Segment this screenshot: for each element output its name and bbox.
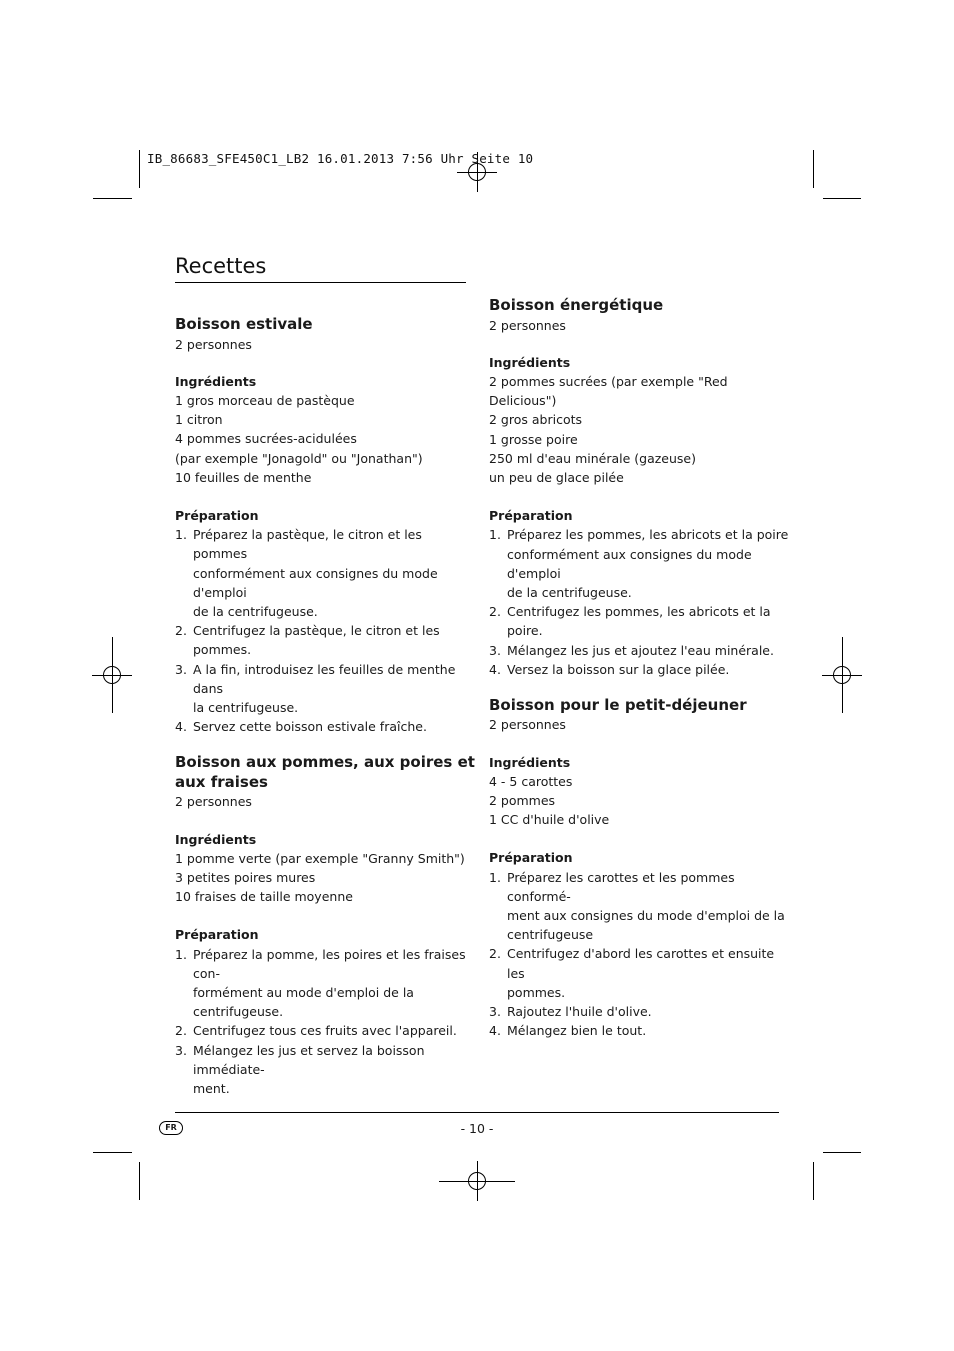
recipe-boisson-estivale (175, 315, 475, 736)
recipe-boisson-pommes-poires-fraises (175, 753, 475, 1098)
servings: 2 personnes (489, 717, 566, 733)
recipe-title: Boisson pour le petit-déjeuner (489, 695, 747, 714)
step-line: Centrifugez tous ces fruits avec l'appareil. (193, 1023, 457, 1039)
step-line: Servez cette boisson estivale fraîche. (193, 719, 427, 735)
right-column (489, 296, 789, 1041)
recipe-boisson-energetique (489, 296, 789, 679)
preparation-steps (175, 525, 475, 736)
ingredient-item: 1 grosse poire (489, 431, 578, 447)
step-item (489, 641, 789, 660)
step-line: ment. (193, 1081, 230, 1096)
print-slug: IB_86683_SFE450C1_LB2 16.01.2013 7:56 Uhr Seite 10 (147, 151, 534, 166)
step-line: A la fin, introduisez les feuilles de menthe dans (193, 661, 456, 696)
recipe-title: Boisson estivale (175, 315, 313, 333)
registration-mark-left (92, 655, 132, 695)
step-line: pommes. (507, 984, 566, 1000)
step-item (175, 717, 475, 736)
step-item (489, 602, 789, 640)
step-line: la centrifugeuse. (193, 699, 299, 715)
step-line: Mélangez les jus et servez la boisson immédiate- (193, 1042, 425, 1077)
step-line: Mélangez les jus et ajoutez l'eau minérale. (507, 642, 774, 658)
page-title: Recettes (175, 254, 267, 278)
step-line: Centrifugez la pastèque, le citron et les pommes. (193, 623, 440, 658)
title-rule (175, 282, 466, 283)
step-number: 1. (175, 527, 187, 543)
step-item (175, 1041, 475, 1099)
page-number: - 10 - (460, 1121, 494, 1136)
left-column (175, 315, 475, 1098)
recipe-title-line: aux fraises (175, 772, 268, 791)
step-line: de la centrifugeuse. (507, 584, 632, 600)
step-number: 2. (489, 604, 501, 620)
ingredient-item: 3 petites poires mures (175, 869, 316, 885)
recipe-title-line: Boisson aux pommes, aux poires et (175, 753, 475, 772)
step-number: 2. (489, 946, 501, 962)
crop-mark (139, 1162, 140, 1200)
crop-mark (93, 1152, 132, 1153)
step-number: 3. (489, 1004, 501, 1020)
ingredient-item: 4 pommes sucrées-acidulées (175, 431, 357, 447)
registration-mark-bottom (457, 1161, 497, 1201)
step-line: Rajoutez l'huile d'olive. (507, 1004, 652, 1020)
step-item (175, 660, 475, 718)
step-item (489, 868, 789, 945)
step-line: conformément aux consignes du mode d'emploi (507, 546, 752, 581)
step-line: Préparez la pastèque, le citron et les pommes (193, 527, 422, 562)
step-line: Préparez les pommes, les abricots et la poire (507, 527, 789, 543)
ingredient-item: 4 - 5 carottes (489, 773, 573, 789)
crop-mark (823, 1152, 861, 1153)
recipe-boisson-petit-dejeuner (489, 696, 789, 1041)
step-item (489, 944, 789, 1002)
step-number: 4. (489, 1023, 501, 1039)
step-number: 1. (489, 869, 501, 885)
step-line: conformément aux consignes du mode d'emploi (193, 565, 438, 600)
step-line: Mélangez bien le tout. (507, 1023, 647, 1039)
servings: 2 personnes (489, 317, 566, 333)
language-badge: FR (159, 1121, 183, 1135)
step-line: formément au mode d'emploi de la centrifugeuse. (193, 984, 414, 1020)
step-item (489, 1002, 789, 1021)
footer-rule (175, 1112, 779, 1113)
step-number: 3. (175, 1042, 187, 1058)
registration-mark-right (822, 655, 862, 695)
ingredients-list (489, 772, 789, 830)
ingredient-item: 10 fraises de taille moyenne (175, 889, 353, 905)
step-line: Préparez les carottes et les pommes conformé- (507, 869, 735, 904)
ingredient-item: 2 pommes (489, 793, 556, 809)
preparation-heading: Préparation (175, 507, 259, 523)
step-line: Préparez la pomme, les poires et les fraises con- (193, 946, 466, 981)
step-line: centrifugeuse (507, 927, 594, 943)
preparation-heading: Préparation (489, 850, 573, 866)
step-line: Centrifugez les pommes, les abricots et la poire. (507, 604, 771, 639)
ingredient-item: 2 gros abricots (489, 412, 582, 428)
step-item (175, 945, 475, 1022)
preparation-heading: Préparation (175, 927, 259, 943)
crop-mark (823, 198, 861, 199)
ingredient-item: 2 pommes sucrées (par exemple "Red Delicious") (489, 373, 728, 409)
preparation-steps (489, 525, 789, 679)
recipe-title: Boisson énergétique (489, 296, 664, 314)
step-line: ment aux consignes du mode d'emploi de la (507, 908, 785, 924)
crop-mark (139, 150, 140, 188)
step-number: 4. (175, 719, 187, 735)
step-item (489, 660, 789, 679)
ingredients-heading: Ingrédients (175, 373, 257, 389)
preparation-heading: Préparation (489, 508, 573, 524)
ingredients-list (175, 391, 475, 487)
ingredient-item: 1 citron (175, 412, 223, 428)
step-line: Centrifugez d'abord les carottes et ensuite les (507, 946, 775, 981)
step-item (175, 621, 475, 659)
ingredients-list (175, 849, 475, 907)
ingredient-item: 10 feuilles de menthe (175, 469, 312, 485)
ingredients-heading: Ingrédients (489, 354, 571, 370)
ingredient-item: (par exemple "Jonagold" ou "Jonathan") (175, 450, 423, 466)
step-line: Versez la boisson sur la glace pilée. (507, 661, 730, 677)
step-item (175, 525, 475, 621)
step-number: 3. (175, 661, 187, 677)
step-number: 3. (489, 642, 501, 658)
step-number: 2. (175, 623, 187, 639)
step-number: 2. (175, 1023, 187, 1039)
ingredients-heading: Ingrédients (175, 831, 257, 847)
ingredient-item: 1 pomme verte (par exemple "Granny Smith") (175, 850, 465, 866)
ingredient-item: 1 CC d'huile d'olive (489, 812, 610, 828)
step-item (489, 1021, 789, 1040)
crop-mark (813, 1162, 814, 1200)
step-item (489, 525, 789, 602)
crop-mark (813, 150, 814, 188)
servings: 2 personnes (175, 336, 252, 352)
preparation-steps (175, 945, 475, 1099)
crop-mark (93, 198, 132, 199)
step-number: 4. (489, 661, 501, 677)
recipe-title (175, 753, 475, 792)
step-number: 1. (175, 946, 187, 962)
ingredient-item: un peu de glace pilée (489, 469, 624, 485)
step-item (175, 1021, 475, 1040)
preparation-steps (489, 868, 789, 1041)
servings: 2 personnes (175, 794, 252, 810)
ingredient-item: 250 ml d'eau minérale (gazeuse) (489, 450, 696, 466)
ingredients-heading: Ingrédients (489, 754, 571, 770)
ingredient-item: 1 gros morceau de pastèque (175, 392, 355, 408)
step-line: de la centrifugeuse. (193, 603, 318, 619)
ingredients-list (489, 372, 789, 487)
step-number: 1. (489, 527, 501, 543)
